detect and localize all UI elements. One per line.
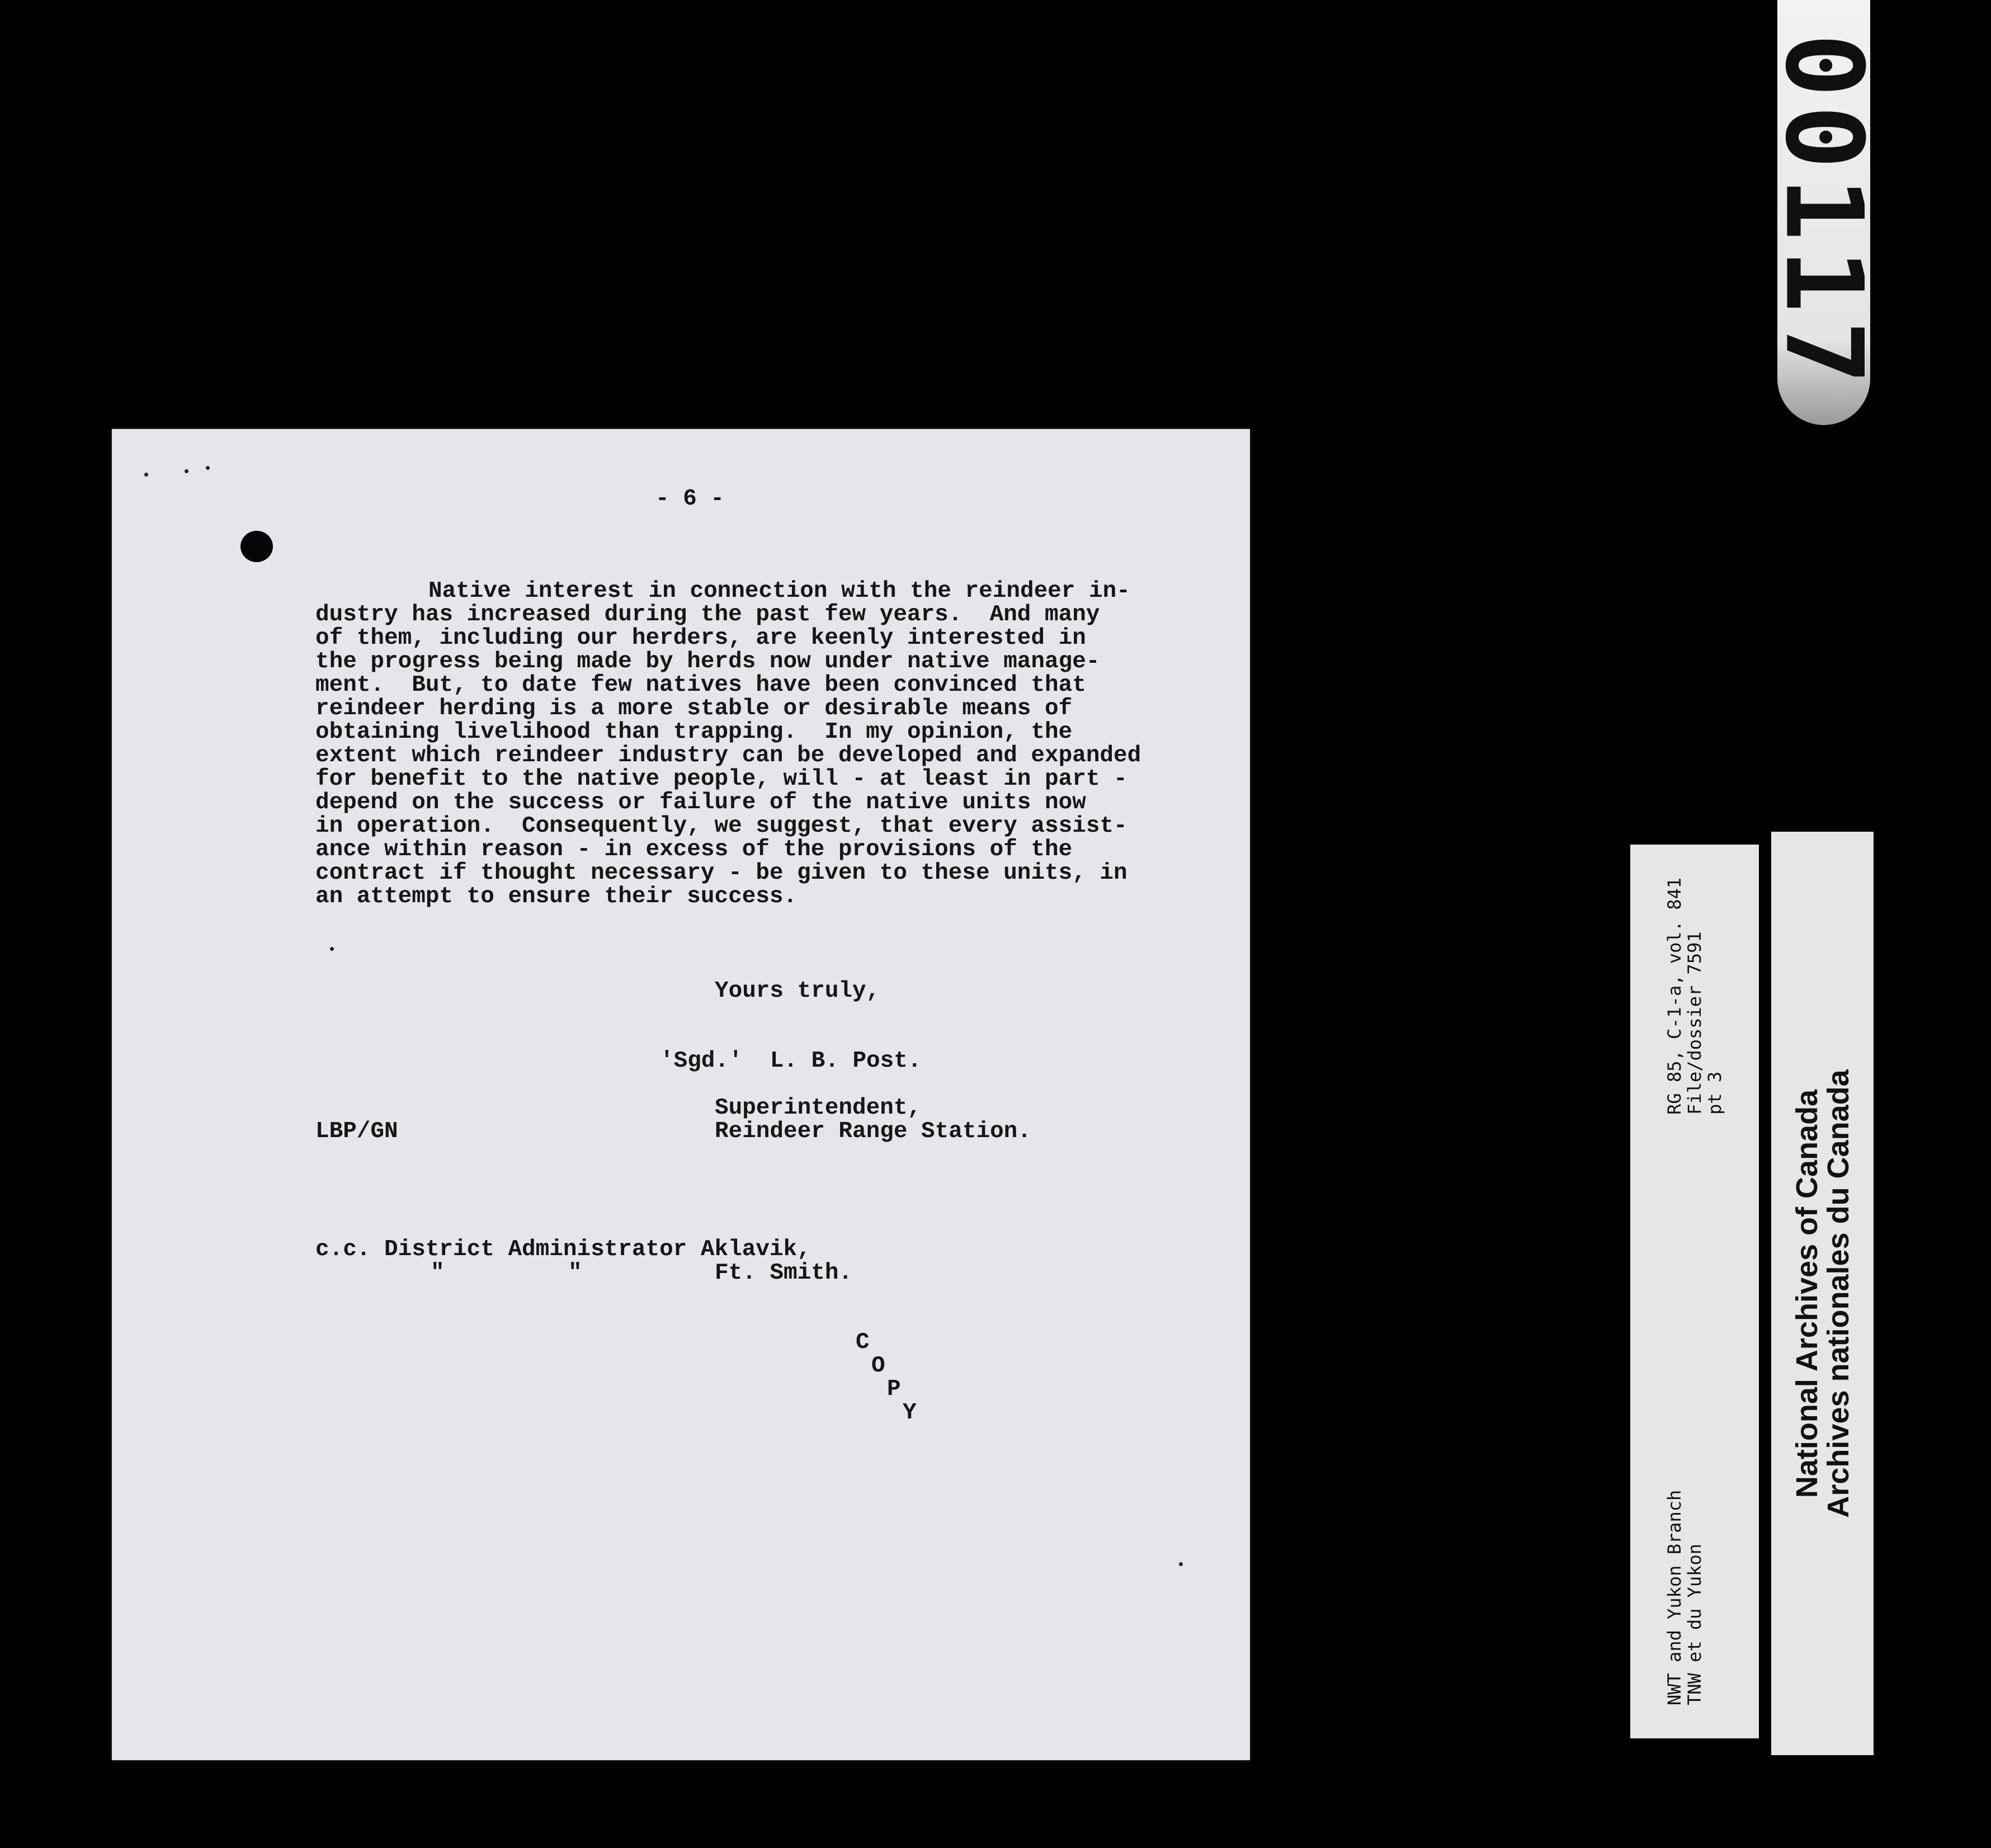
body-line: contract if thought necessary - be given to these units, in	[315, 860, 1127, 886]
copy-stamp-letter: P	[887, 1376, 901, 1402]
body-line: Native interest in connection with the reindeer in-	[428, 578, 1130, 604]
page-number: - 6 -	[655, 486, 725, 512]
copy-stamp-letter: C	[856, 1330, 870, 1355]
cc-second-place: Ft. Smith.	[715, 1260, 853, 1286]
closing: Yours truly,	[715, 978, 880, 1004]
copy-stamp-letter: O	[871, 1353, 885, 1379]
speck	[206, 466, 210, 470]
body-line: in operation. Consequently, we suggest, that every assist-	[315, 813, 1127, 839]
branch-block	[1664, 1490, 1705, 1705]
copy-stamp-letter: Y	[903, 1400, 917, 1426]
signatory-station: Reindeer Range Station.	[715, 1119, 1031, 1144]
reference-line: RG 85, C-1-a, vol. 841	[1664, 878, 1685, 1115]
branch-line: NWT and Yukon Branch	[1664, 1489, 1685, 1705]
archives-name-french: Archives nationales du Canada	[1821, 1069, 1855, 1518]
reference-line: File/dossier 7591	[1684, 931, 1705, 1115]
reference-block	[1664, 878, 1725, 1115]
archive-reference-label	[1630, 845, 1759, 1738]
speck	[185, 469, 188, 473]
archives-name-english: National Archives of Canada	[1790, 1089, 1824, 1498]
signature: 'Sgd.' L. B. Post.	[660, 1048, 922, 1074]
body-line: ance within reason - in excess of the provisions of the	[315, 837, 1073, 862]
frame-number-strip	[1762, 0, 1886, 425]
cc-line: c.c. District Administrator Aklavik,	[315, 1237, 811, 1262]
body-line: obtaining livelihood than trapping. In my opinion, the	[315, 719, 1073, 745]
archives-name-block	[1791, 1069, 1854, 1517]
body-line: dustry has increased during the past few years. And many	[315, 602, 1100, 628]
body-line: the progress being made by herds now under native manage-	[315, 649, 1100, 675]
speck	[1179, 1562, 1183, 1566]
reference-initials: LBP/GN	[315, 1119, 398, 1144]
body-line: depend on the success or failure of the native units now	[315, 790, 1086, 815]
punch-hole	[240, 531, 273, 562]
body-line: of them, including our herders, are keenly interested in	[315, 625, 1086, 651]
speck	[330, 947, 334, 951]
body-line: ment. But, to date few natives have been convinced that	[315, 672, 1086, 698]
speck	[144, 473, 148, 477]
cc-ditto-marks: " "	[431, 1260, 582, 1286]
frame-number: 00117	[1762, 33, 1886, 392]
body-line: reindeer herding is a more stable or desirable means of	[315, 696, 1073, 722]
body-line: extent which reindeer industry can be developed and expanded	[315, 743, 1141, 769]
branch-line: TNW et du Yukon	[1684, 1544, 1705, 1705]
letter-page	[112, 429, 1250, 1760]
signatory-title: Superintendent,	[715, 1095, 922, 1121]
reference-line: pt 3	[1704, 1071, 1725, 1115]
body-line: an attempt to ensure their success.	[315, 884, 798, 909]
national-archives-label	[1771, 832, 1874, 1755]
body-line: for benefit to the native people, will - at least in part -	[315, 766, 1127, 792]
